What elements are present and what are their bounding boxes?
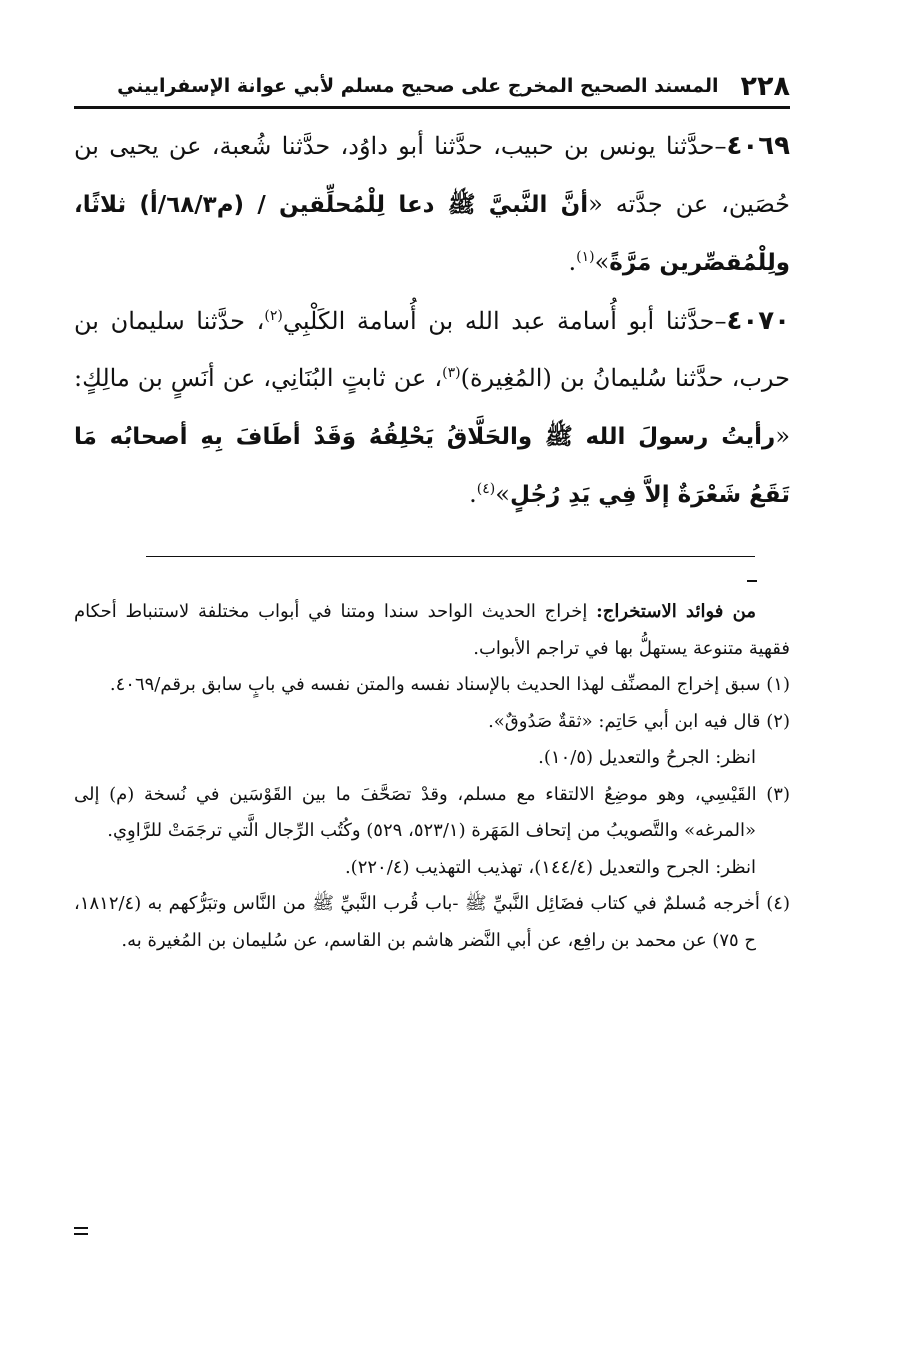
footnote-4: (٤) أخرجه مُسلمٌ في كتاب فضَائِل النَّبيِّ ﷺ -باب قُرب النَّبيِّ ﷺ من النَّاس وتبَرُّكهم به (١٨١٢/٤، ح ٧٥) عن محمد بن رافِع، عن أبي النَّضر هاشم بن القاسم، عن سُليمان بن المُغيرة به. [74, 893, 790, 951]
hadith-4070 [74, 293, 790, 525]
quote-close: » [594, 248, 610, 276]
footnote-ref-1: (١) [576, 249, 595, 265]
footnotes [74, 594, 790, 959]
hadith-number: ٤٠٦٩ [726, 131, 790, 161]
page-end-mark [74, 1227, 88, 1239]
hadith-isnad: –حدَّثنا يونس بن حبيب، حدَّثنا أبو داوُد، حدَّثنا شُعبة، عن يحيى بن حُصَين، عن جدَّته « [74, 132, 791, 218]
running-header [74, 66, 790, 109]
hadith-matn: رأيتُ رسولَ الله ﷺ والحَلَّاقُ يَحْلِقُهُ وَقَدْ أطَافَ بِهِ أصحابُه مَا تَقَعُ شَعْرَةٌ إلاَّ فِي يَدِ رُجُلٍ [74, 423, 790, 508]
footnote-3: (٣) القَيْسِي، وهو موضِعُ الالتقاء مع مسلم، وقدْ تصَحَّفَ ما بين القَوْسَين في نُسخة (م) إلى «المرغه» والتَّصويبُ من إتحاف المَهَرة (٥٢٣/١، ٥٢٩) وكُتُب الرِّجال الَّتي ترجَمَتْ للرَّاوِي. [74, 783, 790, 841]
hadith-isnad-part-3: ، عن ثابتٍ البُنَانِي، عن أنَسٍ بن مالِكٍ: « [74, 364, 790, 450]
sentence-end: . [568, 248, 577, 276]
benefit-text: إخراج الحديث الواحد سندا ومتنا في أبواب مختلفة لاستنباط أحكام فقهية متنوعة يستهلُّ بها في تراجم الأبواب. [74, 601, 790, 659]
hadith-4069 [74, 118, 790, 293]
page-number: ٢٢٨ [740, 70, 790, 102]
hadith-isnad-part-1: –حدَّثنا أبو أُسامة عبد الله بن أُسامة الكَلْبِي [282, 306, 727, 335]
hadith-matn: أنَّ النَّبيَّ ﷺ دعا لِلْمُحلِّقين / (م٦٨/٣/أ) ثلاثًا، ولِلْمُقصِّرين مَرَّةً [74, 191, 790, 276]
running-title: المسند الصحيح المخرج على صحيح مسلم لأبي عوانة الإسفراييني [117, 75, 719, 97]
benefit-label: من فوائد الاستخراج: [596, 601, 756, 622]
footnote-2: (٢) قال فيه ابن أبي حَاتِم: «ثقةٌ صَدُوقٌ». [488, 710, 790, 732]
footnote-2-reference: انظر: الجرحُ والتعديل (١٠/٥). [538, 747, 756, 768]
footnote-ref-4: (٤) [476, 481, 496, 497]
footnote-ref-2: (٢) [264, 307, 283, 324]
sentence-end: . [469, 480, 477, 508]
footnote-3-reference: انظر: الجرح والتعديل (١٤٤/٤)، تهذيب التهذيب (٢٢٠/٤). [344, 856, 756, 878]
footnote-separator [146, 556, 755, 557]
hadith-number: ٤٠٧٠ [726, 305, 791, 336]
quote-close: » [495, 480, 510, 508]
footnote-ref-3: (٣) [442, 365, 461, 381]
extraction-benefit-note [74, 594, 790, 667]
footnote-dash-mark [747, 580, 757, 582]
hadith-isnad-part-2: ، حدَّثنا سليمان بن حرب، حدَّثنا سُليمانُ بن (المُغِيرة) [74, 306, 790, 392]
main-text [74, 118, 790, 525]
footnote-1: (١) سبق إخراج المصنِّف لهذا الحديث بالإسناد نفسه والمتن نفسه في بابٍ سابق برقم/٤٠٦٩. [109, 674, 790, 695]
